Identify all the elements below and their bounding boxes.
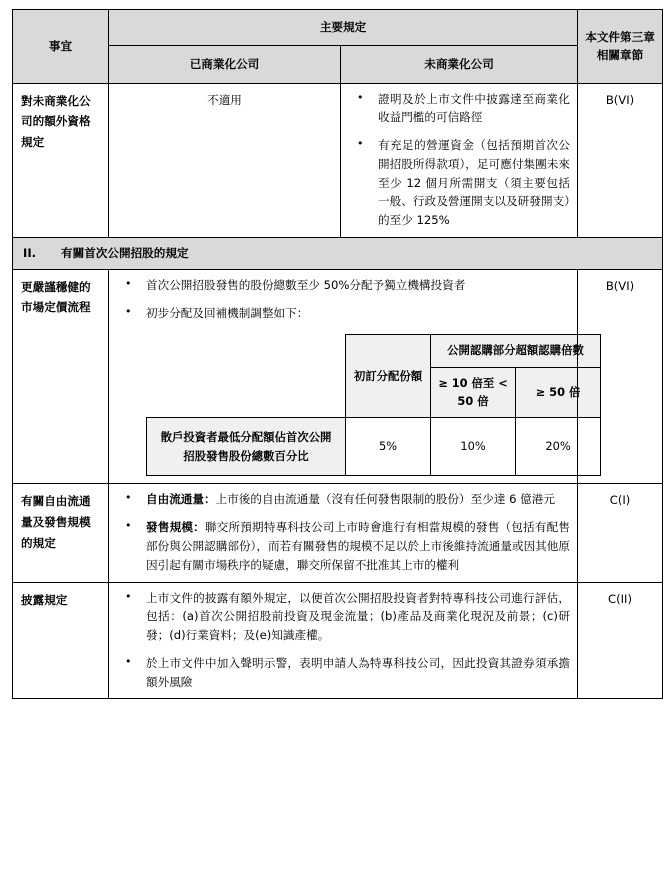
cell-main-rules xyxy=(109,269,584,484)
header-main-rules: 主要規定 xyxy=(109,10,578,46)
table-row xyxy=(13,484,663,582)
bullet-list xyxy=(116,276,570,323)
allocation-col-tier1: ≥ 10 倍至 < 50 倍 xyxy=(431,368,516,418)
table-row xyxy=(13,83,663,237)
allocation-value: 10% xyxy=(431,418,516,476)
cell-reference: B(VI) xyxy=(578,269,663,484)
row-matter-label: 對未商業化公司的額外資格規定 xyxy=(13,83,109,237)
cell-main-rules xyxy=(109,582,578,699)
row-matter-label: 更嚴謹穩健的市場定價流程 xyxy=(13,269,109,484)
header-reference: 本文件第三章相關章節 xyxy=(578,10,663,84)
list-item-lead: 自由流通量： xyxy=(146,492,216,507)
table-row xyxy=(13,582,663,699)
bullet-list xyxy=(116,490,570,574)
header-matter: 事宜 xyxy=(13,10,109,84)
section-number: II. xyxy=(23,246,37,261)
allocation-value: 5% xyxy=(346,418,431,476)
cell-reference: C(I) xyxy=(578,484,663,582)
bullet-list xyxy=(348,90,570,230)
section-header-row xyxy=(13,238,663,270)
cell-main-rules xyxy=(109,484,578,582)
cell-reference: C(II) xyxy=(578,582,663,699)
list-item: • 於上市文件中加入聲明示警，表明申請人為特專科技公司，因此投資其證券須承擔額外風險 xyxy=(116,654,570,692)
allocation-data-row xyxy=(147,418,601,476)
section-header xyxy=(13,238,663,270)
header-non-commercialised: 未商業化公司 xyxy=(341,45,578,83)
allocation-header-row-1 xyxy=(147,335,601,368)
cell-commercialised: 不適用 xyxy=(109,83,341,237)
table-header-row-2 xyxy=(13,45,663,83)
allocation-col-tier2: ≥ 50 倍 xyxy=(516,368,601,418)
cell-non-commercialised xyxy=(341,83,578,237)
list-item xyxy=(116,518,570,574)
allocation-col-group: 公開認購部分超額認購倍數 xyxy=(431,335,601,368)
list-item: • 首次公開招股發售的股份總數至少 50%分配予獨立機構投資者 xyxy=(116,276,570,295)
table-header-row-1 xyxy=(13,10,663,46)
header-commercialised: 已商業化公司 xyxy=(109,45,341,83)
section-title: 有關首次公開招股的規定 xyxy=(61,246,189,261)
list-item: • 證明及於上市文件中披露達至商業化收益門檻的可信路徑 xyxy=(348,90,570,128)
list-item: • 有充足的營運資金（包括預期首次公開招股所得款項），足可應付集團未來至少 12 個月所需開支（須主要包括一般、行政及營運開支以及研發開支）的至少 125% xyxy=(348,136,570,230)
list-item: • 上市文件的披露有額外規定，以便首次公開招股投資者對特專科技公司進行評估，包括：(a)首次公開招股前投資及現金流量；(b)產品及商業化現況及前景；(c)研發；(d)行業資料；及(e)知識產權。 xyxy=(116,589,570,645)
list-item-text: 聯交所預期特專科技公司上市時會進行有相當規模的發售（包括有配售部份與公開認購部份），而若有關發售的規模不足以於上市後維持流通量或因其他原因引起有關市場秩序的疑慮，聯交所保留不批准其上市的權利 xyxy=(146,520,571,572)
allocation-corner-cell xyxy=(147,335,346,418)
row-matter-label: 有關自由流通量及發售規模的規定 xyxy=(13,484,109,582)
list-item xyxy=(116,490,570,509)
requirements-table xyxy=(12,9,663,699)
allocation-row-label: 散戶投資者最低分配額佔首次公開招股發售股份總數百分比 xyxy=(147,418,346,476)
allocation-col-initial: 初訂分配份額 xyxy=(346,335,431,418)
list-item-lead: 發售規模： xyxy=(146,520,205,535)
list-item: • 初步分配及回補機制調整如下： xyxy=(116,304,570,323)
allocation-table xyxy=(146,334,601,476)
list-item-text: 上市後的自由流通量（沒有任何發售限制的股份）至少達 6 億港元 xyxy=(215,492,555,507)
nested-table-wrapper xyxy=(116,334,584,476)
cell-reference: B(VI) xyxy=(578,83,663,237)
table-row xyxy=(13,269,663,484)
bullet-list xyxy=(116,589,570,692)
allocation-value: 20% xyxy=(516,418,601,476)
row-matter-label: 披露規定 xyxy=(13,582,109,699)
